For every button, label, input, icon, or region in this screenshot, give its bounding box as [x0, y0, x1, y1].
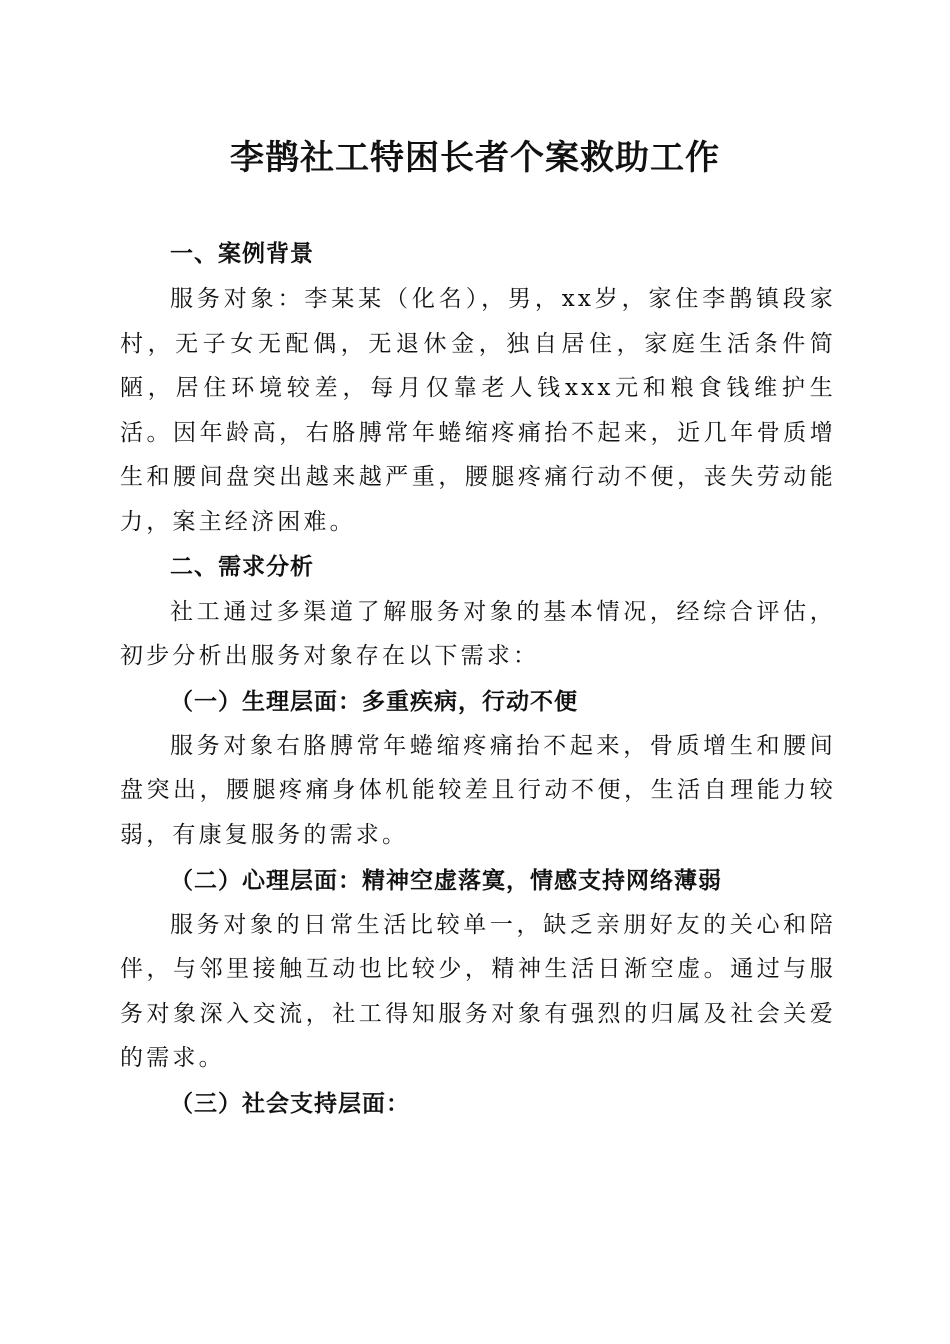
psychological-paragraph: 服务对象的日常生活比较单一，缺乏亲朋好友的关心和陪伴，与邻里接触互动也比较少，精神生活日渐空虚。通过与服务对象深入交流，社工得知服务对象有强烈的归属及社会关爱的需求。: [120, 911, 836, 1072]
subheading-social-support: （三）社会支持层面：: [170, 1089, 410, 1117]
document-title: 李鹊社工特困长者个案救助工作: [230, 138, 720, 178]
subheading-psychological: （二）心理层面：精神空虚落寞，情感支持网络薄弱: [170, 866, 722, 894]
document-body: [120, 232, 836, 1126]
background-paragraph: 服务对象：李某某（化名），男，xx岁，家住李鹊镇段家村，无子女无配偶，无退休金，独自居住，家庭生活条件简陋，居住环境较差，每月仅靠老人钱xxx元和粮食钱维护生活。因年龄高，右胳膊常年蜷缩疼痛抬不起来，近几年骨质增生和腰间盘突出越来越严重，腰腿疼痛行动不便，丧失劳动能力，案主经济困难。: [120, 286, 836, 535]
needs-intro-paragraph: 社工通过多渠道了解服务对象的基本情况，经综合评估，初步分析出服务对象存在以下需求：: [120, 598, 836, 670]
physiological-paragraph: 服务对象右胳膊常年蜷缩疼痛抬不起来，骨质增生和腰间盘突出，腰腿疼痛身体机能较差且行动不便，生活自理能力较弱，有康复服务的需求。: [120, 732, 836, 848]
section-heading-background: 一、案例背景: [170, 241, 314, 267]
section-heading-needs-analysis: 二、需求分析: [170, 553, 314, 580]
subheading-physiological: （一）生理层面：多重疾病，行动不便: [170, 687, 578, 715]
